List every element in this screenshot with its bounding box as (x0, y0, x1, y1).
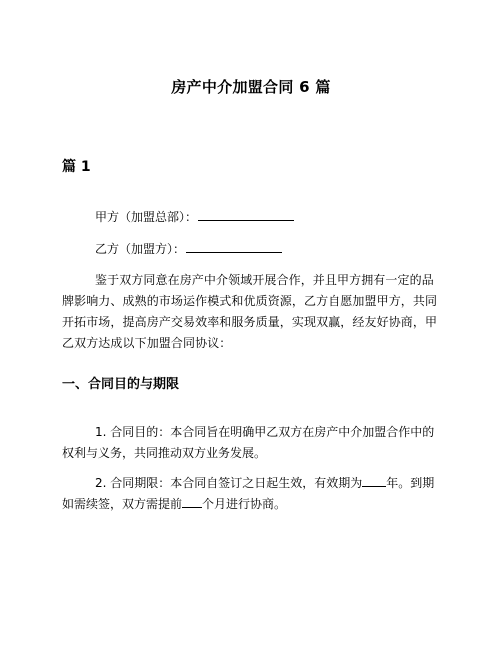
clause-item-2 (62, 473, 442, 515)
document-title: 房产中介加盟合同 6 篇 (171, 78, 331, 96)
party-b-blank (186, 240, 282, 253)
party-a-blank (198, 208, 294, 221)
intro-paragraph: 鉴于双方同意在房产中介领域开展合作，并且甲方拥有一定的品牌影响力、成熟的市场运作模式和优质资源，乙方自愿加盟甲方，共同开拓市场，提高房产交易效率和服务质量，实现双赢，经友好协商，甲乙双方达成以下加盟合同协议： (62, 273, 438, 350)
party-b-line (95, 240, 282, 258)
party-b-label: 乙方（加盟方）： (95, 242, 186, 256)
years-blank (362, 474, 386, 487)
clause-heading: 一、合同目的与期限 (62, 377, 180, 392)
clause-2-text-b: 年。到期如需续签，双方需提前 (62, 476, 435, 511)
clause-2-text-a: 2. 合同期限：本合同自签订之日起生效，有效期为 (95, 476, 363, 490)
party-a-label: 甲方（加盟总部）： (95, 210, 198, 224)
section-heading: 篇 1 (62, 159, 91, 175)
party-a-line (95, 208, 294, 226)
clause-item-1: 1. 合同目的：本合同旨在明确甲乙双方在房产中介加盟合作中的权利与义务，共同推动双方业务发展。 (62, 425, 435, 460)
clause-2-text-c: 个月进行协商。 (202, 497, 287, 511)
months-blank (182, 495, 202, 508)
